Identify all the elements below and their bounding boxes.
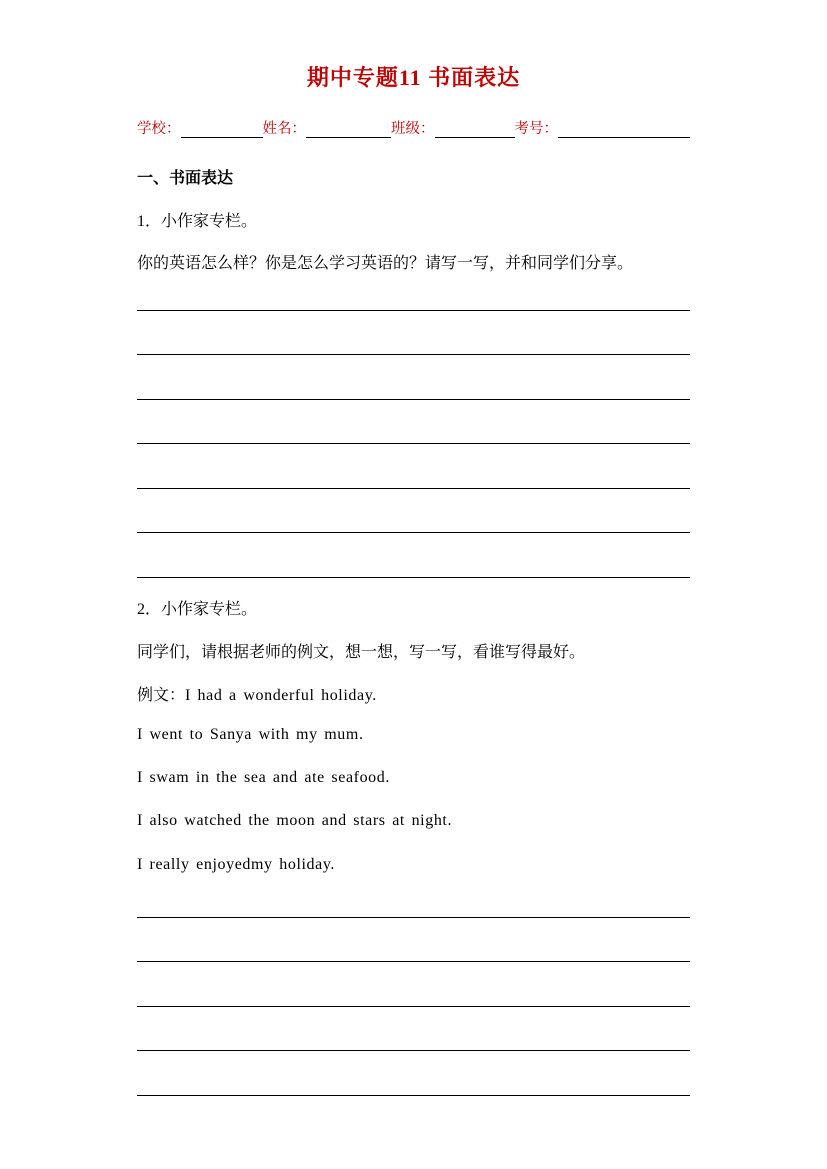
name-blank-line bbox=[306, 120, 391, 138]
writing-line bbox=[137, 873, 690, 918]
example-intro-line bbox=[137, 682, 377, 705]
question-1-number: 1．小作家专栏。 bbox=[137, 213, 258, 230]
class-blank-line bbox=[435, 120, 515, 138]
example-sentence-4: I also watched the moon and stars at night. bbox=[137, 812, 453, 829]
section-heading: 一、书面表达 bbox=[137, 170, 234, 187]
question-2-writing-lines bbox=[137, 873, 690, 1096]
writing-line bbox=[137, 355, 690, 400]
example-sentence-1: I had a wonderful holiday. bbox=[185, 687, 377, 704]
writing-line bbox=[137, 918, 690, 963]
page-title: 期中专题11 书面表达 bbox=[306, 65, 521, 90]
example-sentence-2: I went to Sanya with my mum. bbox=[137, 726, 364, 743]
exam-number-blank-line bbox=[558, 120, 690, 138]
example-label: 例文： bbox=[137, 687, 186, 704]
writing-line bbox=[137, 444, 690, 489]
writing-line bbox=[137, 400, 690, 445]
writing-line bbox=[137, 962, 690, 1007]
writing-line bbox=[137, 489, 690, 534]
question-2-prompt: 同学们，请根据老师的例文，想一想，写一写，看谁写得最好。 bbox=[137, 644, 586, 661]
exam-number-label: 考号： bbox=[514, 121, 558, 137]
question-2-number: 2．小作家专栏。 bbox=[137, 601, 258, 618]
writing-line bbox=[137, 1051, 690, 1096]
writing-line bbox=[137, 533, 690, 578]
example-sentence-5: I really enjoyedmy holiday. bbox=[137, 856, 335, 873]
class-label: 班级： bbox=[391, 121, 435, 137]
example-sentence-3: I swam in the sea and ate seafood. bbox=[137, 769, 390, 786]
school-blank-line bbox=[181, 120, 263, 138]
school-label: 学校： bbox=[137, 121, 181, 137]
writing-line bbox=[137, 266, 690, 311]
question-1-prompt: 你的英语怎么样？你是怎么学习英语的？请写一写，并和同学们分享。 bbox=[137, 255, 634, 272]
writing-line bbox=[137, 311, 690, 356]
question-1-writing-lines bbox=[137, 266, 690, 578]
name-label: 姓名： bbox=[262, 121, 306, 137]
student-info-row bbox=[137, 117, 690, 138]
writing-line bbox=[137, 1007, 690, 1052]
